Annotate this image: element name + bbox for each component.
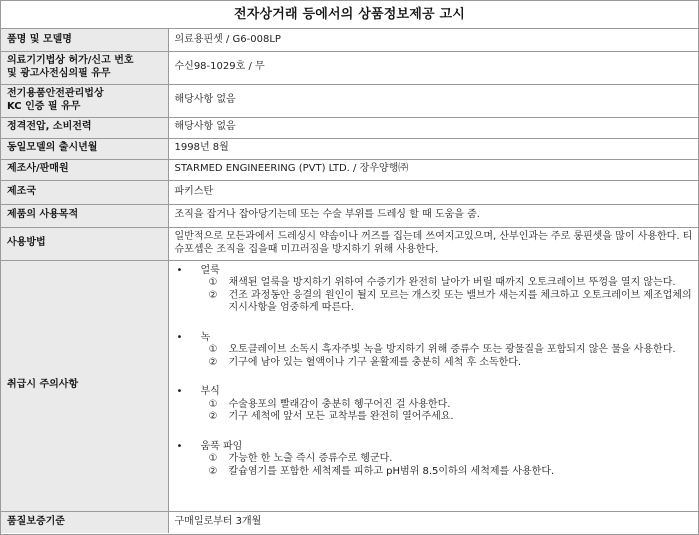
value-manufacturer: STARMED ENGINEERING (PVT) LTD. / 장우양행㈜ (168, 159, 698, 180)
row-warranty (1, 511, 698, 533)
value-release-date: 1998년 8월 (168, 138, 698, 159)
value-warranty: 구매일로부터 3개월 (168, 511, 698, 533)
notice-title: 전자상거래 등에서의 상품정보제공 고시 (1, 1, 698, 29)
label-permit-number: 의료기기법상 허가/신고 번호 및 광고사전심의필 유무 (1, 51, 168, 84)
caution-group-rust (175, 332, 695, 370)
value-permit-number: 수신98-1029호 / 무 (168, 51, 698, 84)
caution-item: ① 오토클레이브 소독시 흑자주빛 녹을 방지하기 위해 증류수 또는 광물질을 포함되지 않은 물을 사용한다. (208, 344, 676, 355)
row-country (1, 180, 698, 204)
caution-group-stain (175, 265, 695, 315)
label-kc-cert: 전기용품안전관리법상 KC 인증 필 유무 (1, 84, 168, 117)
caution-group-title: 부식 (200, 386, 220, 397)
bullet-icon: • (176, 264, 183, 276)
caution-group-pitting (175, 441, 695, 479)
row-usage (1, 227, 698, 260)
row-manufacturer (1, 159, 698, 180)
caution-item: ② 칼슘염기를 포함한 세척제를 피하고 pH범위 8.5이하의 세척제를 사용한다. (208, 465, 555, 477)
label-usage: 사용방법 (1, 227, 168, 260)
value-country: 파키스탄 (168, 180, 698, 204)
value-caution (168, 260, 698, 511)
value-product-name: 의료용핀셋 / G6-008LP (168, 29, 698, 51)
label-release-date: 동일모델의 출시년월 (1, 138, 168, 159)
caution-group-title: 움푹 파임 (200, 440, 243, 452)
label-country: 제조국 (1, 180, 168, 204)
bullet-icon: • (176, 331, 183, 343)
caution-item: ① 가능한 한 노출 즉시 증류수로 헹군다. (208, 453, 393, 464)
caution-item: ② 기구 세척에 앞서 모든 교착부를 완전히 열어주세요. (208, 411, 454, 422)
caution-item: ① 수술용포의 빨래감이 충분히 헹구어진 걸 사용한다. (208, 398, 451, 410)
caution-item: ② 건조 과정동안 응결의 원인이 될지 모르는 개스킷 또는 밸브가 새는지를 체크하고 오토크레이브 제조업체의 지시사항을 엄중하게 따른다. (208, 289, 692, 313)
row-caution (1, 260, 698, 511)
label-rated-voltage: 정격전압, 소비전력 (1, 117, 168, 138)
value-kc-cert: 해당사항 없음 (168, 84, 698, 117)
row-rated-voltage (1, 117, 698, 138)
label-manufacturer: 제조사/판매원 (1, 159, 168, 180)
product-info-table (1, 29, 698, 533)
caution-item: ② 기구에 남아 있는 혈액이나 기구 윤활제를 충분히 세척 후 소독한다. (208, 356, 522, 368)
row-release-date (1, 138, 698, 159)
bullet-icon: • (176, 386, 183, 397)
caution-group-corrosion (175, 386, 695, 424)
label-caution: 취급시 주의사항 (1, 260, 168, 511)
caution-group-title: 녹 (200, 331, 211, 343)
value-rated-voltage: 해당사항 없음 (168, 117, 698, 138)
row-permit-number (1, 51, 698, 84)
label-warranty: 품질보증기준 (1, 511, 168, 533)
value-usage: 일반적으로 모든과에서 드레싱시 약솜이나 꺼즈를 집는데 쓰여지고있으며, 산부인과는 주로 롱핀셋을 많이 사용한다. 티슈포셉은 조직을 집을때 미끄러짐을 방지하기 위해 사용한다. (168, 227, 698, 260)
caution-item: ① 채색된 얼룩을 방지하기 위하여 수증기가 완전히 날아가 버릴 때까지 오토크레이브 뚜껑을 열지 않는다. (208, 277, 676, 288)
row-kc-cert (1, 84, 698, 117)
label-product-name: 품명 및 모델명 (1, 29, 168, 51)
bullet-icon: • (176, 440, 183, 452)
row-product-name (1, 29, 698, 51)
row-purpose (1, 204, 698, 227)
value-purpose: 조직을 잡거나 잡아당기는데 또는 수술 부위를 드레싱 할 때 도움을 줌. (168, 204, 698, 227)
label-purpose: 제품의 사용목적 (1, 204, 168, 227)
caution-group-title: 얼룩 (200, 264, 220, 276)
